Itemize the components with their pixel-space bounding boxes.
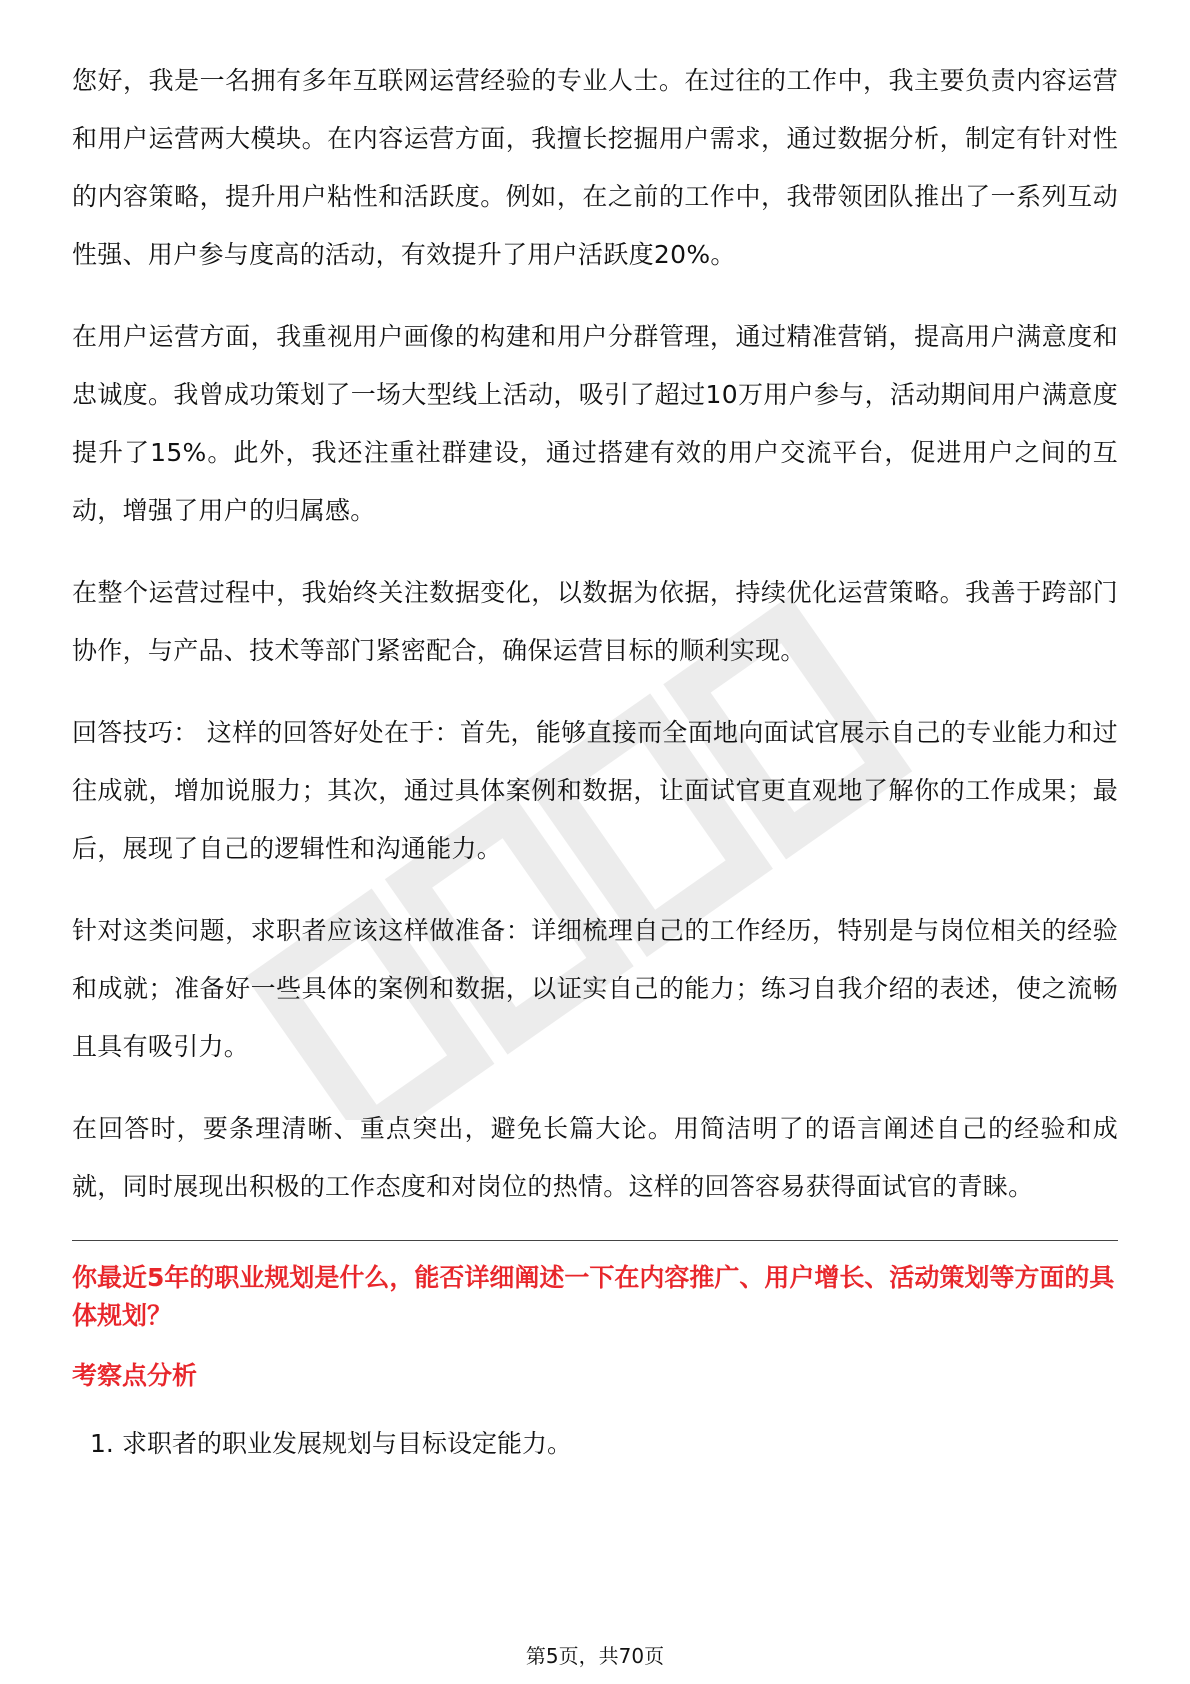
question-heading: 你最近5年的职业规划是什么，能否详细阐述一下在内容推广、用户增长、活动策划等方面的具体规划？	[72, 1263, 1115, 1330]
analysis-heading: 考察点分析	[72, 1361, 198, 1390]
paragraph-user-ops: 在用户运营方面，我重视用户画像的构建和用户分群管理，通过精准营销，提高用户满意度和忠诚度。我曾成功策划了一场大型线上活动，吸引了超过10万用户参与，活动期间用户满意度提升了15%。此外，我还注重社群建设，通过搭建有效的用户交流平台，促进用户之间的互动，增强了用户的归属感。	[72, 322, 1118, 525]
paragraph-preparation: 针对这类问题，求职者应该这样做准备：详细梳理自己的工作经历，特别是与岗位相关的经验和成就；准备好一些具体的案例和数据，以证实自己的能力；练习自我介绍的表述，使之流畅且具有吸引力。	[72, 916, 1118, 1061]
list-item	[72, 1425, 1118, 1463]
paragraph-answer-tips: 回答技巧： 这样的回答好处在于：首先，能够直接而全面地向面试官展示自己的专业能力和过往成就，增加说服力；其次，通过具体案例和数据，让面试官更直观地了解你的工作成果；最后，展现了自己的逻辑性和沟通能力。	[72, 718, 1118, 863]
list-item-text: 求职者的职业发展规划与目标设定能力。	[122, 1429, 573, 1458]
paragraph-answer-advice: 在回答时，要条理清晰、重点突出，避免长篇大论。用简洁明了的语言阐述自己的经验和成就，同时展现出积极的工作态度和对岗位的热情。这样的回答容易获得面试官的青睐。	[72, 1114, 1118, 1201]
paragraph-intro: 您好，我是一名拥有多年互联网运营经验的专业人士。在过往的工作中，我主要负责内容运营和用户运营两大模块。在内容运营方面，我擅长挖掘用户需求，通过数据分析，制定有针对性的内容策略，提升用户粘性和活跃度。例如，在之前的工作中，我带领团队推出了一系列互动性强、用户参与度高的活动，有效提升了用户活跃度20%。	[72, 66, 1118, 269]
paragraph-process: 在整个运营过程中，我始终关注数据变化，以数据为依据，持续优化运营策略。我善于跨部门协作，与产品、技术等部门紧密配合，确保运营目标的顺利实现。	[72, 578, 1118, 665]
document-body	[72, 52, 1118, 1463]
section-divider	[72, 1240, 1118, 1241]
list-item-number: 1.	[90, 1429, 114, 1458]
page-footer: 第5页，共70页	[525, 1644, 665, 1668]
